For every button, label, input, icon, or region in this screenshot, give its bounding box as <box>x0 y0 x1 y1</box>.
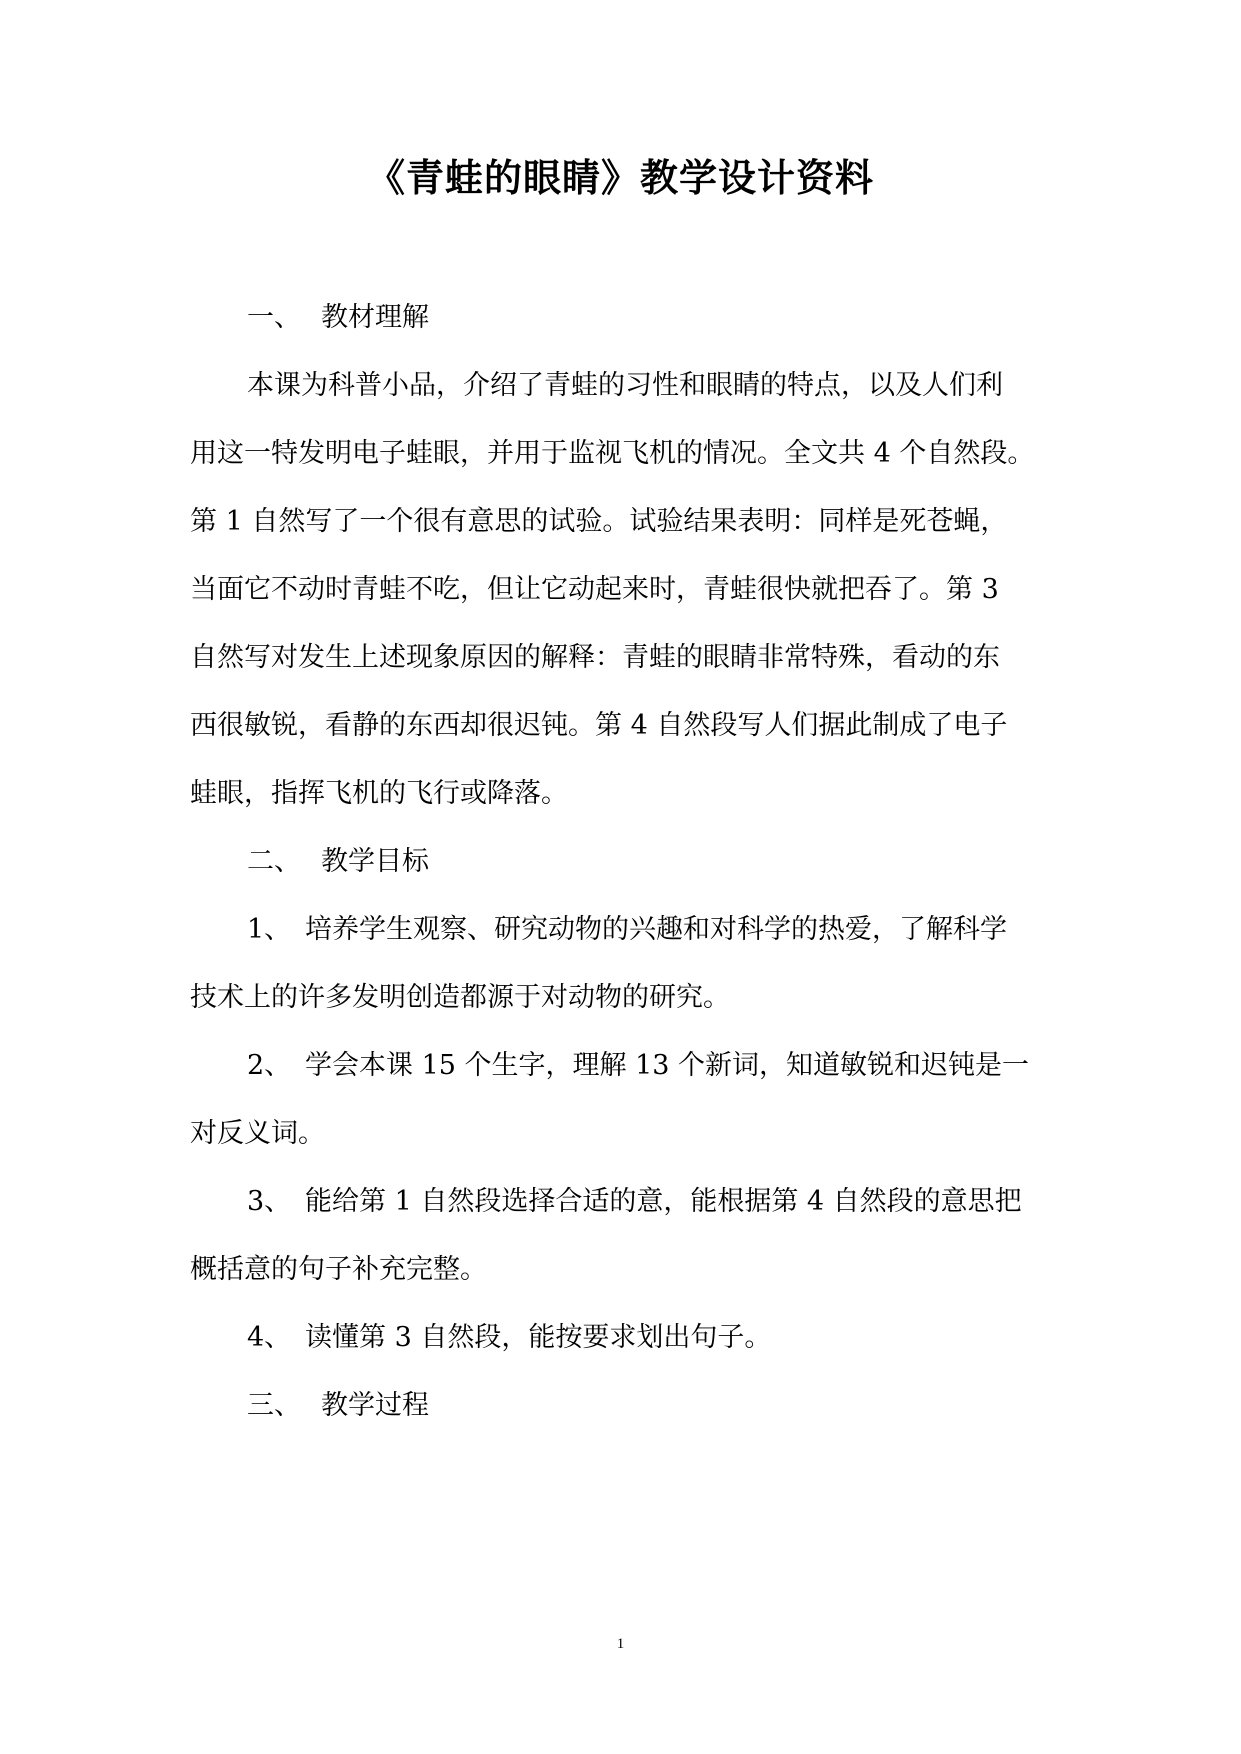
section-heading-text: 教材理解 <box>321 302 429 333</box>
section-number: 三、 <box>247 1390 301 1421</box>
section-number: 一、 <box>247 302 301 333</box>
paragraph-line: 本课为科普小品，介绍了青蛙的习性和眼睛的特点，以及人们利 <box>247 370 1003 401</box>
goal-item-1 <box>247 910 1007 950</box>
goal-number: 2、 <box>247 1050 292 1081</box>
section-heading-text: 教学过程 <box>321 1390 429 1421</box>
goal-item-3 <box>247 1182 1022 1222</box>
document-title: 《青蛙的眼睛》教学设计资料 <box>366 155 874 200</box>
goal-text: 培养学生观察、研究动物的兴趣和对科学的热爱，了解科学 <box>305 914 1007 945</box>
goal-item-2 <box>247 1046 1029 1086</box>
goal-number: 1、 <box>247 914 292 945</box>
section-heading-text: 教学目标 <box>321 846 429 877</box>
goal-number: 4、 <box>247 1322 292 1353</box>
section-number: 二、 <box>247 846 301 877</box>
paragraph-line: 当面它不动时青蛙不吃，但让它动起来时，青蛙很快就把吞了。第 3 <box>190 574 999 605</box>
goal-text: 读懂第 3 自然段，能按要求划出句子。 <box>305 1322 772 1353</box>
goal-item-1-continuation: 技术上的许多发明创造都源于对动物的研究。 <box>190 982 730 1013</box>
paragraph-line: 自然写对发生上述现象原因的解释：青蛙的眼睛非常特殊，看动的东 <box>190 642 1000 673</box>
section-heading-textbook-understanding <box>247 298 429 338</box>
paragraph-line: 蛙眼，指挥飞机的飞行或降落。 <box>190 778 568 809</box>
paragraph-line: 用这一特发明电子蛙眼，并用于监视飞机的情况。全文共 4 个自然段。 <box>190 438 1035 469</box>
goal-text: 能给第 1 自然段选择合适的意，能根据第 4 自然段的意思把 <box>305 1186 1022 1217</box>
goal-text: 学会本课 15 个生字，理解 13 个新词，知道敏锐和迟钝是一 <box>305 1050 1030 1081</box>
goal-number: 3、 <box>247 1186 292 1217</box>
page-number: 1 <box>616 1636 625 1652</box>
goal-item-2-continuation: 对反义词。 <box>190 1118 325 1149</box>
goal-item-3-continuation: 概括意的句子补充完整。 <box>190 1254 487 1285</box>
paragraph-line: 第 1 自然写了一个很有意思的试验。试验结果表明：同样是死苍蝇， <box>190 506 1008 537</box>
section-heading-teaching-process <box>247 1386 429 1426</box>
section-heading-teaching-goals <box>247 842 429 882</box>
paragraph-line: 西很敏锐，看静的东西却很迟钝。第 4 自然段写人们据此制成了电子 <box>190 710 1008 741</box>
goal-item-4 <box>247 1318 771 1358</box>
